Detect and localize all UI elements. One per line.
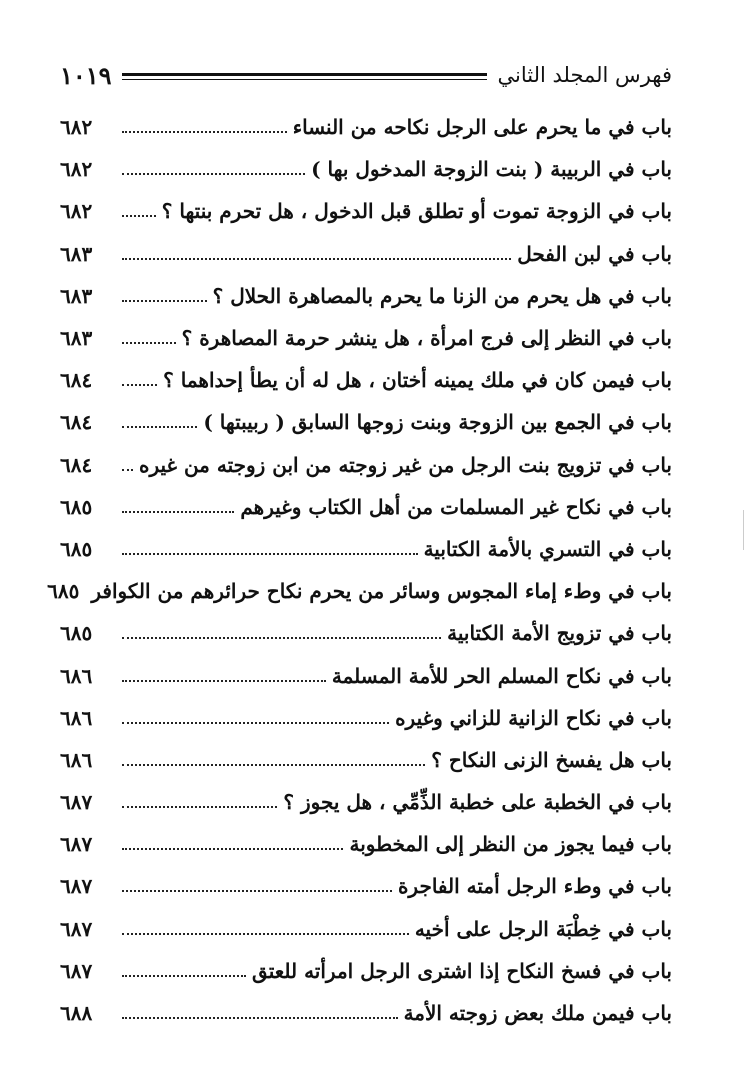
entry-page-number: ٦٨٥ [47,579,80,604]
index-entry [60,697,672,739]
entry-page-number: ٦٨٢ [60,199,93,224]
entry-title: باب فيمن كان في ملك يمينه أختان ، هل له أن يطأ إحداهما ؟ [163,368,672,393]
entry-title: باب في الجمع بين الزوجة وبنت زوجها السابق ( ربيبتها ) [203,410,672,435]
entry-page-number: ٦٨٥ [60,494,93,519]
index-entry-list [47,106,672,1034]
entry-title: باب في التسري بالأمة الكتابية [423,536,672,561]
index-entry [60,612,672,654]
index-page [47,58,672,1058]
index-entry [60,486,672,528]
index-entry [60,950,672,992]
index-entry [60,106,672,148]
entry-page-number: ٦٨٣ [60,283,93,308]
dotted-leader [122,637,441,639]
entry-title: باب في نكاح غير المسلمات من أهل الكتاب وغيرهم [240,494,672,519]
index-entry [60,233,672,275]
index-entry [60,401,672,443]
index-entry [47,570,672,612]
entry-page-number: ٦٨٨ [60,1001,93,1026]
entry-title: باب في نكاح المسلم الحر للأمة المسلمة [331,663,672,688]
entry-page-number: ٦٨٦ [60,705,93,730]
index-entry [60,317,672,359]
page-header [60,58,672,92]
dotted-leader [122,890,392,892]
index-entry [60,190,672,232]
dotted-leader [122,342,176,344]
index-entry [60,908,672,950]
entry-title: باب في وطء الرجل أمته الفاجرة [397,874,672,899]
dotted-leader [122,722,389,724]
index-entry [60,444,672,486]
dotted-leader [122,384,157,386]
dotted-leader [122,806,277,808]
entry-page-number: ٦٨٦ [60,747,93,772]
header-title: فهرس المجلد الثاني [497,63,672,87]
entry-title: باب فيما يجوز من النظر إلى المخطوبة [349,832,672,857]
dotted-leader [122,215,156,217]
entry-title: باب في لبن الفحل [517,241,672,266]
entry-page-number: ٦٨٧ [60,790,93,815]
entry-title: باب في تزويج بنت الرجل من غير زوجته من ابن زوجته من غيره [138,452,672,477]
entry-page-number: ٦٨٣ [60,241,93,266]
entry-title: باب هل يفسخ الزنى النكاح ؟ [431,747,672,772]
index-entry [60,654,672,696]
entry-page-number: ٦٨٥ [60,536,93,561]
dotted-leader [122,131,287,133]
dotted-leader [122,933,409,935]
entry-page-number: ٦٨٧ [60,958,93,983]
entry-title: باب في هل يحرم من الزنا ما يحرم بالمصاهرة الحلال ؟ [212,283,672,308]
index-entry [60,739,672,781]
entry-page-number: ٦٨٧ [60,874,93,899]
entry-page-number: ٦٨٢ [60,157,93,182]
index-entry [60,275,672,317]
index-entry [60,359,672,401]
entry-page-number: ٦٨٤ [60,368,93,393]
header-page-number: ١٠١٩ [60,60,112,90]
entry-page-number: ٦٨٤ [60,410,93,435]
dotted-leader [122,975,246,977]
entry-page-number: ٦٨٣ [60,326,93,351]
entry-title: باب فيمن ملك بعض زوجته الأمة [403,1001,672,1026]
dotted-leader [122,511,234,513]
page-edge-mark [743,510,744,550]
entry-page-number: ٦٨٦ [60,663,93,688]
dotted-leader [122,258,511,260]
entry-title: باب في الخطبة على خطبة الذِّمِّي ، هل يجوز ؟ [283,790,672,815]
dotted-leader [122,469,133,471]
entry-title: باب في خِطْبَة الرجل على أخيه [414,916,672,941]
entry-page-number: ٦٨٥ [60,621,93,646]
entry-page-number: ٦٨٧ [60,916,93,941]
entry-title: باب في نكاح الزانية للزاني وغيره [395,705,672,730]
index-entry [60,148,672,190]
index-entry [60,992,672,1034]
dotted-leader [122,680,326,682]
entry-title: باب في تزويج الأمة الكتابية [447,621,672,646]
entry-title: باب في ما يحرم على الرجل نكاحه من النساء [292,115,672,140]
index-entry [60,781,672,823]
entry-title: باب في وطء إماء المجوس وسائر من يحرم نكاح حرائرهم من الكوافر [91,579,672,604]
entry-page-number: ٦٨٢ [60,115,93,140]
entry-page-number: ٦٨٤ [60,452,93,477]
dotted-leader [122,426,197,428]
dotted-leader [122,1017,398,1019]
entry-page-number: ٦٨٧ [60,832,93,857]
index-entry [60,823,672,865]
dotted-leader [122,764,425,766]
entry-title: باب في فسخ النكاح إذا اشترى الرجل امرأته للعتق [252,958,672,983]
entry-title: باب في الزوجة تموت أو تطلق قبل الدخول ، هل تحرم بنتها ؟ [161,199,672,224]
dotted-leader [122,553,418,555]
dotted-leader [122,300,207,302]
header-double-rule [122,73,488,80]
entry-title: باب في الربيبة ( بنت الزوجة المدخول بها ) [311,157,672,182]
index-entry [60,865,672,907]
index-entry [60,528,672,570]
dotted-leader [122,173,305,175]
dotted-leader [122,848,343,850]
entry-title: باب في النظر إلى فرج امرأة ، هل ينشر حرمة المصاهرة ؟ [181,326,672,351]
